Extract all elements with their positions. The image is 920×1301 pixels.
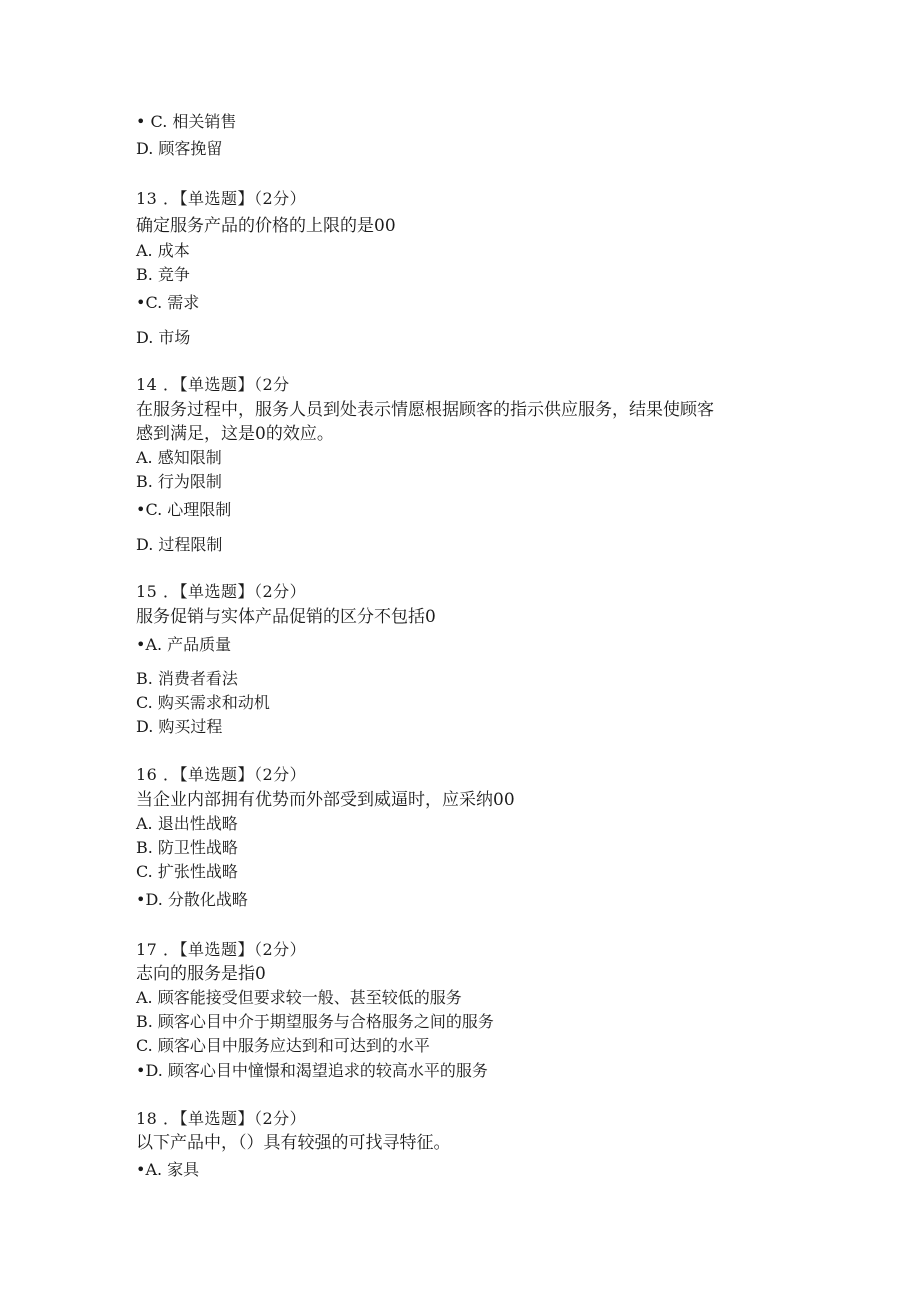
option-17-a: A. 顾客能接受但要求较一般、甚至较低的服务 bbox=[136, 988, 462, 1007]
option-13-a: A. 成本 bbox=[136, 241, 190, 260]
question-16-stem: 当企业内部拥有优势而外部受到威逼时，应采纳00 bbox=[136, 790, 515, 810]
option-12-d: D. 顾客挽留 bbox=[136, 139, 223, 158]
question-18-header: 18 ．【单选题】（2分） bbox=[136, 1109, 307, 1128]
question-14-stem-line1: 在服务过程中，服务人员到处表示情愿根据顾客的指示供应服务，结果使顾客 bbox=[136, 400, 714, 420]
option-16-a: A. 退出性战略 bbox=[136, 814, 238, 833]
option-17-d: •D. 顾客心目中憧憬和渴望追求的较高水平的服务 bbox=[136, 1061, 488, 1080]
option-15-a: •A. 产品质量 bbox=[136, 635, 232, 654]
question-16-header: 16 ．【单选题】（2分） bbox=[136, 765, 307, 784]
option-15-b: B. 消费者看法 bbox=[136, 669, 238, 688]
option-17-b: B. 顾客心目中介于期望服务与合格服务之间的服务 bbox=[136, 1012, 494, 1031]
question-17-header: 17 ．【单选题】（2分） bbox=[136, 940, 307, 959]
option-14-a: A. 感知限制 bbox=[136, 448, 222, 467]
option-14-d: D. 过程限制 bbox=[136, 535, 223, 554]
option-14-b: B. 行为限制 bbox=[136, 472, 222, 491]
question-15-stem: 服务促销与实体产品促销的区分不包括0 bbox=[136, 607, 436, 627]
option-12-c: • C. 相关销售 bbox=[136, 112, 237, 131]
question-13-stem: 确定服务产品的价格的上限的是00 bbox=[136, 216, 396, 236]
option-13-c: •C. 需求 bbox=[136, 293, 200, 312]
option-16-d: •D. 分散化战略 bbox=[136, 890, 248, 909]
question-15-header: 15 ．【单选题】（2分） bbox=[136, 582, 307, 601]
option-14-c: •C. 心理限制 bbox=[136, 500, 232, 519]
question-18-stem: 以下产品中，（）具有较强的可找寻特征。 bbox=[136, 1133, 451, 1153]
question-13-header: 13 ．【单选题】（2分） bbox=[136, 189, 307, 208]
question-14-header: 14 ．【单选题】（2分 bbox=[136, 375, 290, 394]
option-15-d: D. 购买过程 bbox=[136, 717, 223, 736]
question-17-stem: 志向的服务是指0 bbox=[136, 964, 266, 984]
option-18-a: •A. 家具 bbox=[136, 1160, 200, 1179]
option-13-b: B. 竞争 bbox=[136, 265, 190, 284]
option-16-b: B. 防卫性战略 bbox=[136, 838, 238, 857]
question-14-stem-line2: 感到满足，这是0的效应。 bbox=[136, 424, 334, 444]
option-17-c: C. 顾客心目中服务应达到和可达到的水平 bbox=[136, 1036, 430, 1055]
option-13-d: D. 市场 bbox=[136, 328, 191, 347]
option-15-c: C. 购买需求和动机 bbox=[136, 693, 270, 712]
option-16-c: C. 扩张性战略 bbox=[136, 862, 238, 881]
